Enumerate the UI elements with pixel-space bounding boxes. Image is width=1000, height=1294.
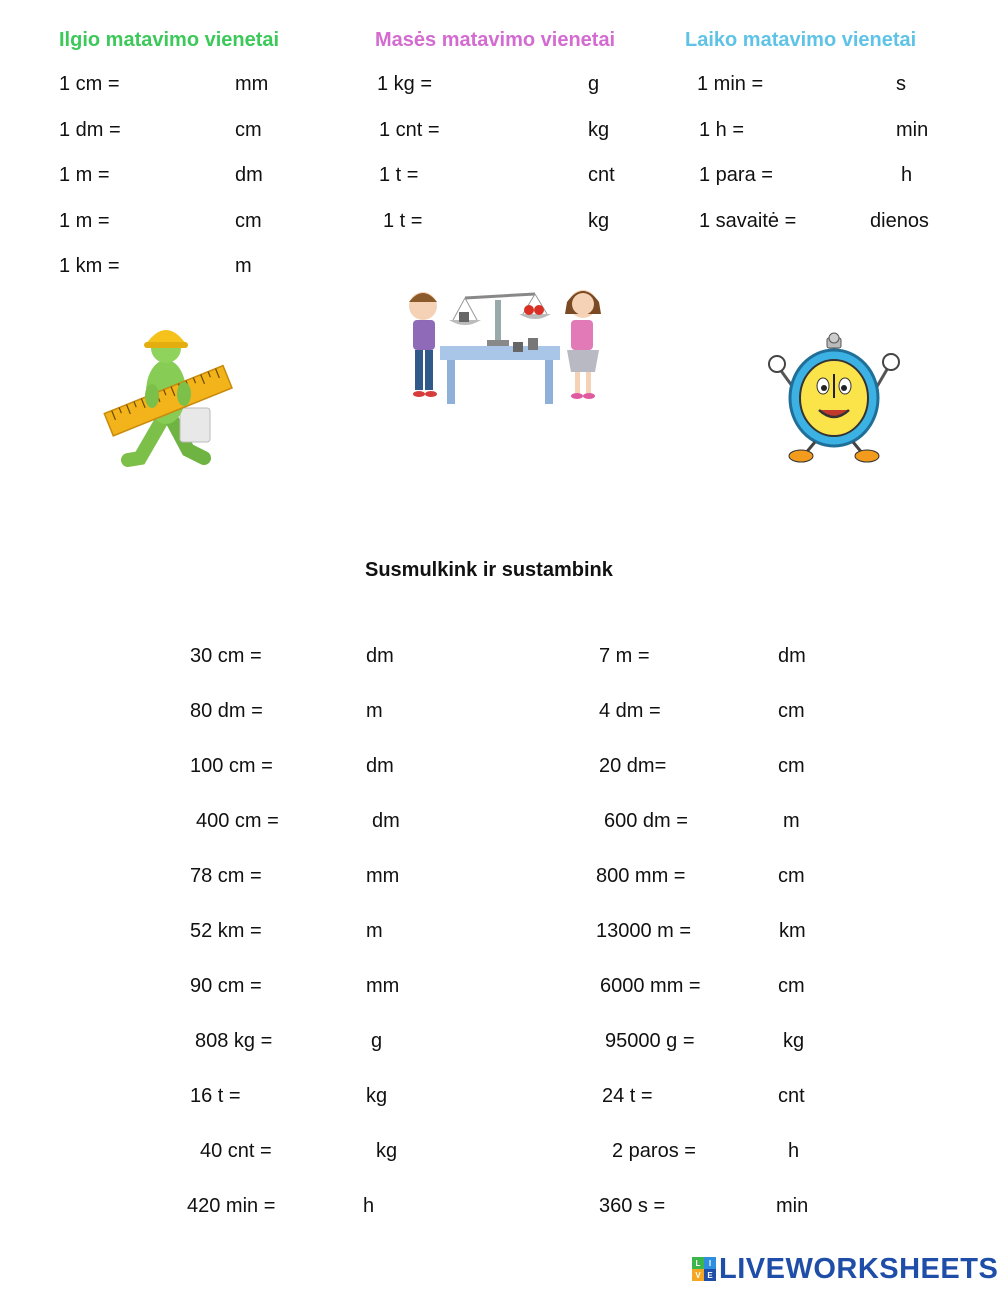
exercise-question: 52 km =: [190, 920, 262, 942]
exercise-unit: km: [779, 920, 806, 942]
time-row-label: 1 savaitė =: [699, 210, 797, 232]
exercise-question: 40 cnt =: [200, 1140, 272, 1162]
time-row-unit: dienos: [870, 210, 929, 232]
mass-row-label: 1 cnt =: [379, 119, 440, 141]
exercise-unit: dm: [366, 755, 394, 777]
exercise-answer-input[interactable]: [708, 1029, 778, 1055]
time-section-title: Laiko matavimo vienetai: [685, 29, 917, 51]
exercise-answer-input[interactable]: [282, 974, 362, 1000]
exercise-unit: g: [371, 1030, 383, 1052]
exercise-unit: cnt: [778, 1085, 805, 1107]
time-row-unit: min: [896, 119, 929, 141]
liveworksheets-logo-icon: L I V E: [692, 1257, 716, 1281]
exercise-title: Susmulkink ir sustambink: [365, 559, 613, 581]
mass-row-unit: g: [588, 73, 600, 95]
exercise-unit: m: [366, 920, 383, 942]
exercise-answer-input[interactable]: [290, 1139, 370, 1165]
length-section-title: Ilgio matavimo vienetai: [59, 29, 280, 51]
exercise-question: 95000 g =: [605, 1030, 695, 1052]
time-row-label: 1 min =: [697, 73, 764, 95]
exercise-question: 24 t =: [602, 1085, 653, 1107]
exercise-answer-input[interactable]: [704, 809, 778, 835]
exercise-unit: dm: [366, 645, 394, 667]
exercise-question: 360 s =: [599, 1195, 666, 1217]
exercise-answer-input[interactable]: [282, 644, 362, 670]
exercise-unit: m: [366, 700, 383, 722]
exercise-answer-input[interactable]: [702, 864, 776, 890]
exercise-answer-input[interactable]: [282, 699, 362, 725]
time-answer-input[interactable]: [800, 118, 889, 144]
liveworksheets-logo-text: LIVEWORKSHEETS: [719, 1252, 999, 1285]
length-answer-input[interactable]: [132, 72, 231, 98]
exercise-unit: kg: [376, 1140, 398, 1162]
exercise-question: 4 dm =: [599, 700, 661, 722]
liveworksheets-logo[interactable]: [692, 1253, 998, 1285]
mass-answer-input[interactable]: [455, 209, 579, 235]
exercise-unit: mm: [366, 865, 400, 887]
length-row-unit: mm: [235, 73, 269, 95]
exercise-question: 100 cm =: [190, 755, 273, 777]
mass-row-label: 1 kg =: [377, 73, 433, 95]
exercise-answer-input[interactable]: [290, 754, 362, 780]
clock-character-illustration: [765, 330, 905, 465]
exercise-unit: dm: [778, 645, 806, 667]
mass-row-label: 1 t =: [379, 164, 419, 186]
length-answer-input[interactable]: [132, 118, 231, 144]
length-answer-input[interactable]: [132, 209, 231, 235]
exercise-question: 600 dm =: [604, 810, 688, 832]
time-row-label: 1 h =: [699, 119, 745, 141]
exercise-unit: kg: [783, 1030, 805, 1052]
exercise-unit: cm: [778, 865, 805, 887]
exercise-answer-input[interactable]: [282, 919, 362, 945]
exercise-question: 90 cm =: [190, 975, 262, 997]
exercise-question: 20 dm=: [599, 755, 667, 777]
time-answer-input[interactable]: [808, 209, 867, 235]
exercise-question: 16 t =: [190, 1085, 241, 1107]
exercise-question: 13000 m =: [596, 920, 692, 942]
exercise-question: 808 kg =: [195, 1030, 273, 1052]
length-row-label: 1 km =: [59, 255, 120, 277]
exercise-answer-input[interactable]: [666, 1084, 774, 1110]
exercise-question: 30 cm =: [190, 645, 262, 667]
exercise-answer-input[interactable]: [705, 919, 775, 945]
length-row-label: 1 cm =: [59, 73, 120, 95]
time-answer-input[interactable]: [800, 163, 889, 189]
exercise-answer-input[interactable]: [676, 699, 774, 725]
exercise-answer-input[interactable]: [282, 864, 362, 890]
exercise-answer-input[interactable]: [294, 809, 368, 835]
exercise-question: 2 paros =: [612, 1140, 696, 1162]
time-row-unit: h: [901, 164, 913, 186]
length-row-label: 1 dm =: [59, 119, 121, 141]
mass-row-unit: kg: [588, 210, 610, 232]
exercise-answer-input[interactable]: [684, 754, 774, 780]
length-answer-input[interactable]: [132, 254, 231, 280]
exercise-unit: cm: [778, 755, 805, 777]
exercise-answer-input[interactable]: [710, 1139, 784, 1165]
exercise-question: 80 dm =: [190, 700, 263, 722]
exercise-answer-input[interactable]: [290, 1194, 360, 1220]
exercise-answer-input[interactable]: [676, 1194, 772, 1220]
mass-row-label: 1 t =: [383, 210, 423, 232]
length-row-label: 1 m =: [59, 210, 110, 232]
exercise-question: 7 m =: [599, 645, 650, 667]
exercise-unit: min: [776, 1195, 809, 1217]
length-row-unit: dm: [235, 164, 263, 186]
exercise-unit: cm: [778, 700, 805, 722]
exercise-unit: h: [788, 1140, 800, 1162]
exercise-unit: kg: [366, 1085, 388, 1107]
exercise-unit: mm: [366, 975, 400, 997]
length-row-unit: cm: [235, 119, 262, 141]
length-row-unit: cm: [235, 210, 262, 232]
time-row-unit: s: [896, 73, 906, 95]
mass-answer-input[interactable]: [455, 118, 579, 144]
exercise-question: 78 cm =: [190, 865, 262, 887]
exercise-unit: m: [783, 810, 800, 832]
time-answer-input[interactable]: [800, 72, 889, 98]
mass-row-unit: kg: [588, 119, 610, 141]
exercise-unit: h: [363, 1195, 375, 1217]
mass-answer-input[interactable]: [455, 72, 579, 98]
exercise-unit: cm: [778, 975, 805, 997]
mass-section-title: Masės matavimo vienetai: [375, 29, 616, 51]
mass-row-unit: cnt: [588, 164, 615, 186]
time-row-label: 1 para =: [699, 164, 773, 186]
exercise-question: 800 mm =: [596, 865, 686, 887]
length-row-unit: m: [235, 255, 252, 277]
exercise-question: 6000 mm =: [600, 975, 701, 997]
mass-answer-input[interactable]: [455, 163, 579, 189]
exercise-unit: dm: [372, 810, 400, 832]
exercise-answer-input[interactable]: [718, 974, 776, 1000]
exercise-answer-input[interactable]: [262, 1084, 362, 1110]
length-answer-input[interactable]: [132, 163, 231, 189]
exercise-question: 420 min =: [187, 1195, 276, 1217]
length-row-label: 1 m =: [59, 164, 110, 186]
exercise-answer-input[interactable]: [664, 644, 774, 670]
exercise-question: 400 cm =: [196, 810, 279, 832]
exercise-answer-input[interactable]: [286, 1029, 366, 1055]
worker-ruler-illustration: [100, 300, 240, 468]
kids-scale-illustration: [395, 280, 615, 410]
